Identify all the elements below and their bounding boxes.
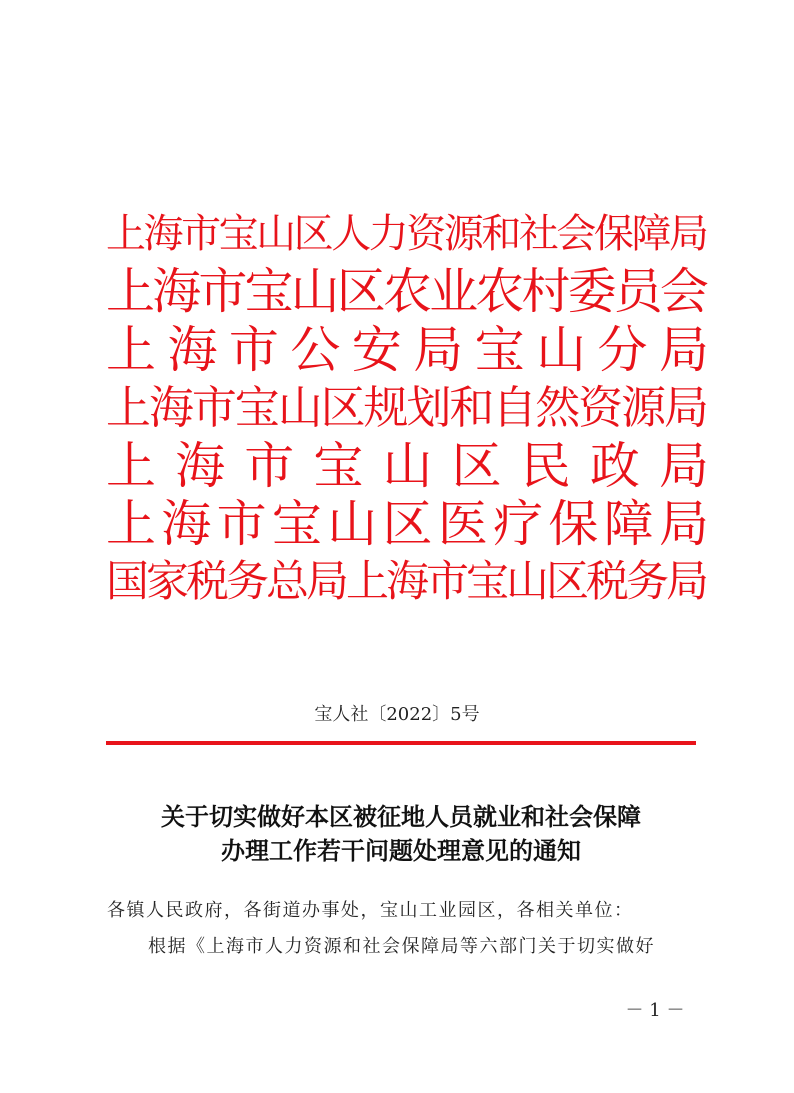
document-title — [96, 800, 706, 868]
issuer-line: 上 海 市 公 安 局 宝 山 分 局 — [106, 321, 706, 379]
issuer-line: 上 海 市 宝 山 区 规 划 和 自 然 资 源 局 — [106, 381, 706, 434]
issuing-agencies-header — [106, 205, 706, 611]
document-number: 宝人社〔2022〕5号 — [314, 704, 480, 725]
issuer-line: 上 海 市 宝 山 区 民 政 局 — [106, 437, 706, 495]
issuer-line: 上 海 市 宝 山 区 医 疗 保 障 局 — [106, 495, 706, 553]
title-line: 办理工作若干问题处理意见的通知 — [221, 837, 581, 865]
body-paragraph-first-line: 根据《上海市人力资源和社会保障局等六部门关于切实做好 — [148, 936, 655, 957]
issuer-line: 上 海 市 宝 山 区 人 力 资 源 和 社 会 保 障 局 — [106, 211, 706, 257]
page-number: － 1 － — [625, 1000, 685, 1021]
issuer-line: 上 海 市 宝 山 区 农 业 农 村 委 员 会 — [106, 263, 706, 320]
salutation: 各镇人民政府，各街道办事处，宝山工业园区，各相关单位： — [107, 900, 634, 921]
title-line: 关于切实做好本区被征地人员就业和社会保障 — [161, 803, 641, 831]
issuer-line: 国 家 税 务 总 局 上 海 市 宝 山 区 税 务 局 — [106, 557, 706, 607]
red-separator-line — [106, 741, 696, 745]
